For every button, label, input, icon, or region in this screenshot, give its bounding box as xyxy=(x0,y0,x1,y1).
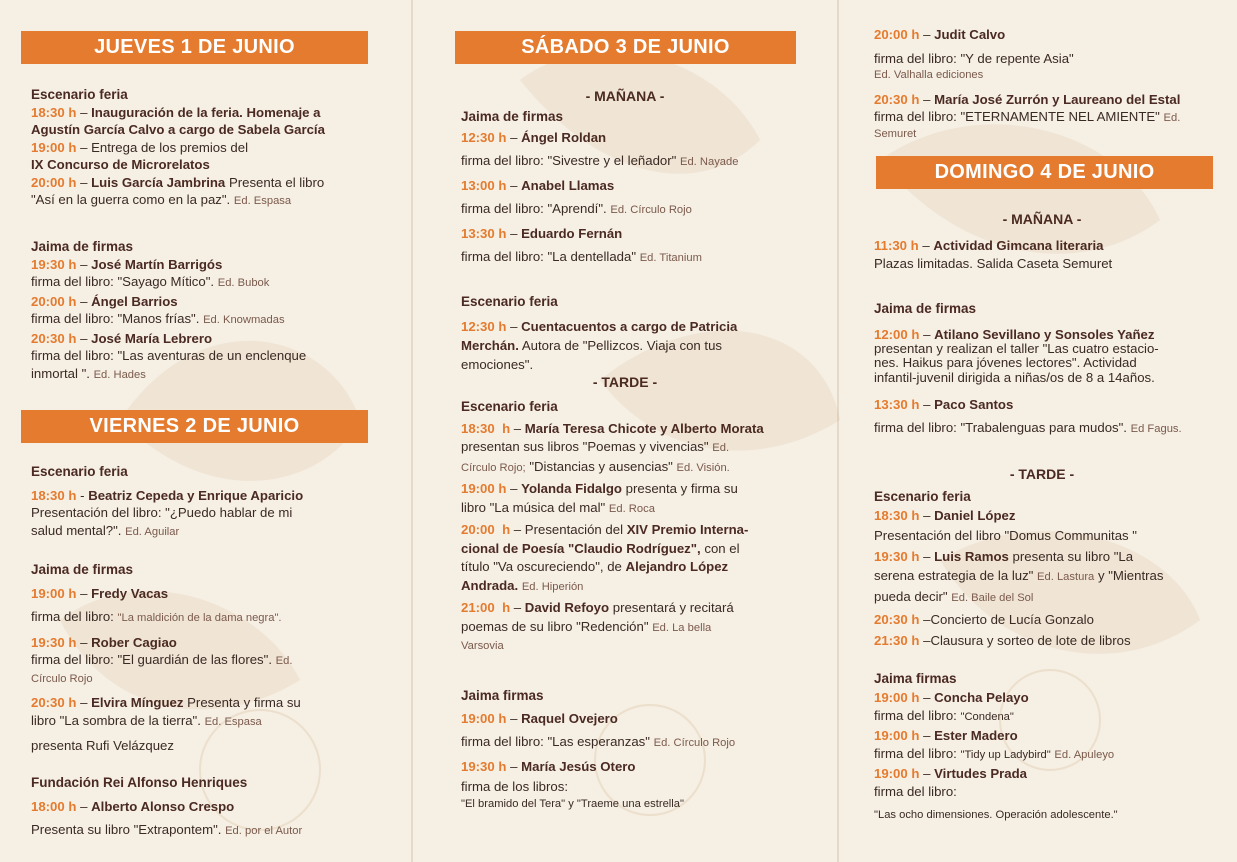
event-title: IX Concurso de Microrelatos xyxy=(31,157,210,172)
event-row: 20:00 h – Ángel Barrios xyxy=(31,293,178,309)
event-row: 21:00 h – David Refoyo presentará y recitará xyxy=(461,600,734,615)
event-row: 19:00 h – Ester Madero xyxy=(874,727,1018,743)
event-time: 18:00 h xyxy=(31,798,77,814)
publisher: Ed. Apuleyo xyxy=(1054,749,1115,761)
column-sunday xyxy=(839,0,1237,862)
book-title: firma del libro: "Trabalenguas para mudos". xyxy=(874,420,1127,435)
section-heading: Escenario feria xyxy=(874,489,971,504)
event-text: presenta y firma su xyxy=(625,481,738,496)
event-name: Virtudes Prada xyxy=(934,765,1027,781)
event-time: 12:00 h xyxy=(874,326,920,342)
event-row: 19:00 h – Fredy Vacas xyxy=(31,585,169,601)
event-row: 19:00 h – Virtudes Prada xyxy=(874,765,1027,781)
book-title: "El bramido del Tera" y "Traeme una estrella" xyxy=(461,798,684,810)
event-name: Atilano Sevillano y Sonsoles Yañez xyxy=(934,326,1155,342)
event-row: 12:30 h – Cuentacuentos a cargo de Patricia xyxy=(461,319,738,334)
event-book xyxy=(31,821,302,841)
event-name: Alberto Alonso Crespo xyxy=(91,798,235,814)
event-time: 19:00 h xyxy=(874,765,920,781)
event-time: 13:00 h xyxy=(461,178,507,193)
event-row: 20:30 h – José María Lebrero xyxy=(31,330,213,346)
book-title: "Distancias y ausencias" xyxy=(529,458,673,474)
event-name: José Martín Barrigós xyxy=(91,256,223,272)
section-heading: Fundación Rei Alfonso Henriques xyxy=(31,775,248,790)
section-heading: Escenario feria xyxy=(31,464,128,479)
book-title: y "Mientras xyxy=(1097,568,1164,583)
event-name: Paco Santos xyxy=(934,396,1014,412)
thursday-signings xyxy=(31,238,306,384)
saturday-evening-signings xyxy=(874,26,1180,141)
event-title: Agustín García Calvo a cargo de Sabela García xyxy=(31,122,325,137)
publisher: Ed. Aguilar xyxy=(125,525,180,538)
publisher: Ed. Baile del Sol xyxy=(951,592,1034,604)
event-name: David Refoyo xyxy=(524,600,610,615)
event-row: 19:30 h – José Martín Barrigós xyxy=(31,256,223,272)
event-name: María José Zurrón y Laureano del Estal xyxy=(934,91,1181,107)
event-title: Inauguración de la feria. Homenaje a xyxy=(91,104,321,120)
publisher: Ed. Círculo Rojo xyxy=(653,737,736,749)
event-time: 20:00 h xyxy=(874,27,920,42)
friday-signings xyxy=(31,561,301,755)
event-text: Presentación del libro "Domus Communitas " xyxy=(874,528,1137,543)
book-title: Presenta su libro "Extrapontem". xyxy=(31,822,222,837)
publisher: Ed. por el Autor xyxy=(225,825,303,837)
event-name: Merchán. xyxy=(461,338,519,353)
event-time-unit: h xyxy=(502,420,511,436)
event-name: María Jesús Otero xyxy=(521,759,636,774)
event-name: José María Lebrero xyxy=(91,330,213,346)
book-title: firma del libro: "Las esperanzas" xyxy=(461,734,650,749)
column-saturday xyxy=(413,0,837,862)
sunday-afternoon-signings xyxy=(874,670,1118,824)
publisher: Ed. xyxy=(1163,112,1181,124)
event-time: 12:30 h xyxy=(461,130,507,145)
day-banner-thursday: JUEVES 1 DE JUNIO xyxy=(21,31,368,64)
book-label: firma del libro: xyxy=(874,746,957,761)
section-heading: Escenario feria xyxy=(461,294,558,309)
event-time: 21:00 xyxy=(461,600,495,615)
event-row: 19:30 h – Luis Ramos presenta su libro "La xyxy=(874,549,1134,564)
event-text: Presenta y firma su xyxy=(187,695,301,710)
event-time: 18:30 h xyxy=(31,104,77,120)
event-time: 20:00 h xyxy=(31,293,77,309)
event-time: 19:00 h xyxy=(461,481,507,496)
event-time: 19:30 h xyxy=(31,634,77,650)
event-text: Plazas limitadas. Salida Caseta Semuret xyxy=(874,255,1113,271)
event-book xyxy=(461,499,764,519)
book-title: firma del libro: "ETERNAMENTE NEL AMIENTE" xyxy=(874,109,1160,124)
event-name: Ángel Roldan xyxy=(521,130,607,145)
event-book: firma del libro: xyxy=(874,784,957,799)
event-row xyxy=(874,631,1163,650)
section-heading: Jaima firmas xyxy=(874,671,957,686)
book-title: firma del libro: "La dentellada" xyxy=(461,249,637,264)
event-name: Luis Ramos xyxy=(934,549,1009,564)
friday-foundation xyxy=(31,774,302,841)
event-text: –Concierto de Lucía Gonzalo xyxy=(923,612,1094,627)
publisher: Ed. Knowmadas xyxy=(203,314,285,326)
event-text: –Clausura y sorteo de lote de libros xyxy=(923,633,1131,648)
event-row: 19:30 h – Rober Cagiao xyxy=(31,634,177,650)
section-heading: Jaima firmas xyxy=(461,688,544,703)
event-book xyxy=(31,522,303,542)
event-book xyxy=(31,712,301,732)
event-row: 20:00 h – Judit Calvo xyxy=(874,27,1006,42)
event-time: 19:00 h xyxy=(874,689,920,705)
book-title: "Tidy up Ladybird" xyxy=(960,749,1051,761)
day-banner-saturday: SÁBADO 3 DE JUNIO xyxy=(455,31,796,64)
event-book xyxy=(31,310,306,330)
book-title: "Así en la guerra como en la paz". xyxy=(31,192,231,207)
book-label: firma del libro: xyxy=(874,708,957,723)
event-row: 11:30 h – Actividad Gimcana literaria xyxy=(874,238,1104,253)
event-book xyxy=(31,273,306,293)
event-text: con el xyxy=(704,540,740,556)
event-time: 20:30 h xyxy=(31,330,77,346)
event-book xyxy=(31,191,325,211)
event-name: Ángel Barrios xyxy=(91,293,178,309)
event-book xyxy=(461,245,738,270)
event-book xyxy=(461,730,735,755)
event-row: 13:30 h – Eduardo Fernán xyxy=(461,226,623,241)
event-time: 13:30 h xyxy=(874,396,920,412)
book-title: salud mental?". xyxy=(31,522,122,538)
event-time: 13:30 h xyxy=(461,226,507,241)
event-text xyxy=(874,587,1163,608)
saturday-morning-stage xyxy=(461,292,737,374)
publisher: Ed. Círculo Rojo xyxy=(610,204,692,216)
event-time: 12:30 h xyxy=(461,319,507,334)
event-text: presentan y realizan el taller "Las cuatro estacio- xyxy=(874,340,1159,356)
publisher: Ed Fagus. xyxy=(1130,423,1182,435)
event-text: Autora de "Pellizcos. Viaja con tus xyxy=(521,338,723,353)
thursday-schedule xyxy=(31,86,325,211)
publisher: Ed. Espasa xyxy=(233,195,292,207)
event-row: 20:30 h – Elvira Mínguez Presenta y firma su xyxy=(31,695,301,710)
event-row: 20:30 h – María José Zurrón y Laureano del Estal xyxy=(874,91,1181,107)
event-row xyxy=(461,540,764,559)
event-row: 12:00 h – Atilano Sevillano y Sonsoles Yañez xyxy=(874,326,1155,342)
event-name: Yolanda Fidalgo xyxy=(521,481,622,496)
friday-stage xyxy=(31,463,303,541)
event-row: 18:00 h – Alberto Alonso Crespo xyxy=(31,798,235,814)
book-title: poemas de su libro "Redención" xyxy=(461,618,649,634)
saturday-afternoon-stage xyxy=(461,398,764,656)
event-text: Presenta el libro xyxy=(228,174,325,190)
event-text: infantil-juvenil dirigida a niñas/os de 8 a 14años. xyxy=(874,369,1155,385)
event-name: María Teresa Chicote y Alberto Morata xyxy=(524,420,764,436)
event-row: 19:00 h – Entrega de los premios del xyxy=(31,139,248,155)
event-name: Concha Pelayo xyxy=(934,689,1029,705)
event-text: Presentación del xyxy=(524,522,624,537)
event-name: cional de Poesía "Claudio Rodríguez", xyxy=(461,540,701,556)
book-title: presentan sus libros "Poemas y vivencias" xyxy=(461,439,709,454)
event-name: Judit Calvo xyxy=(934,27,1006,42)
event-row: 18:30 h - Beatriz Cepeda y Enrique Aparicio xyxy=(31,487,304,503)
publisher: Ed. La bella xyxy=(652,621,712,634)
event-name: XIV Premio Interna- xyxy=(626,522,749,537)
event-book xyxy=(874,419,1182,439)
event-row xyxy=(461,336,737,355)
book-title: firma del libro: "Manos frías". xyxy=(31,311,200,326)
event-row: 19:00 h – Concha Pelayo xyxy=(874,689,1029,705)
event-book xyxy=(461,149,738,174)
event-name: Eduardo Fernán xyxy=(521,226,623,241)
book-title: firma del libro: "El guardián de las flores". xyxy=(31,652,272,667)
publisher: Ed. Roca xyxy=(608,502,655,515)
day-banner-sunday: DOMINGO 4 DE JUNIO xyxy=(876,156,1213,189)
morning-heading: - MAÑANA - xyxy=(1002,211,1082,227)
event-row: 20:00 h – Luis García Jambrina Presenta el libro xyxy=(31,174,325,190)
afternoon-heading: - TARDE - xyxy=(592,374,658,390)
publisher: Ed. Bubok xyxy=(217,277,270,289)
publisher: Ed. xyxy=(275,655,293,667)
publisher: Ed. Titanium xyxy=(639,252,702,264)
event-name: Raquel Ovejero xyxy=(521,711,618,726)
event-book xyxy=(461,197,738,222)
event-time: 11:30 h xyxy=(874,238,919,253)
event-row: 13:00 h – Anabel Llamas xyxy=(461,178,615,193)
event-text: presenta Rufi Velázquez xyxy=(31,738,174,753)
publisher: Círculo Rojo xyxy=(31,672,93,685)
event-time: 18:30 xyxy=(461,420,495,436)
event-text: emociones". xyxy=(461,357,534,372)
sunday-morning-activity xyxy=(874,237,1112,272)
event-text: nes. Haikus para jóvenes lectores". Actividad xyxy=(874,354,1137,370)
event-book xyxy=(31,365,306,385)
event-time-unit: h xyxy=(502,600,511,615)
book-title: pueda decir" xyxy=(874,589,948,604)
event-row: 12:30 h – Ángel Roldan xyxy=(461,130,607,145)
event-row: 18:30 h – Daniel López xyxy=(874,508,1016,523)
event-name: Andrada. xyxy=(461,577,519,593)
publisher: Ed. xyxy=(712,442,730,454)
day-banner-friday: VIERNES 2 DE JUNIO xyxy=(21,410,368,443)
event-row: 19:00 h – Raquel Ovejero xyxy=(461,711,618,726)
section-heading: Jaima de firmas xyxy=(461,109,564,124)
event-time: 20:30 h xyxy=(31,695,77,710)
book-title: inmortal ". xyxy=(31,365,90,381)
event-name: Actividad Gimcana literaria xyxy=(933,238,1104,253)
book-title: firma del libro: "Sayago Mítico". xyxy=(31,274,215,289)
event-text xyxy=(461,458,764,478)
event-book: firma del libro: "Y de repente Asia" xyxy=(874,50,1074,66)
morning-heading: - MAÑANA - xyxy=(585,88,665,104)
book-title: "Las ocho dimensiones. Operación adolescente." xyxy=(874,808,1118,821)
event-name: Elvira Mínguez xyxy=(91,695,184,710)
event-book: firma de los libros: xyxy=(461,779,569,794)
event-row: 20:00 h – Presentación del XIV Premio Interna- xyxy=(461,522,749,537)
book-title: firma del libro: "Sivestre y el leñador" xyxy=(461,153,677,168)
event-time: 20:30 h xyxy=(874,91,920,107)
event-row: 18:30 h – Inauguración de la feria. Homenaje a xyxy=(31,104,321,120)
saturday-afternoon-signings xyxy=(461,684,735,812)
publisher: Ed. Espasa xyxy=(204,715,262,728)
event-time: 20:00 xyxy=(461,522,495,537)
section-heading: Jaima de firmas xyxy=(31,239,134,254)
event-name: Fredy Vacas xyxy=(91,585,169,601)
event-row xyxy=(461,558,764,577)
event-text: presenta su libro "La xyxy=(1012,549,1134,564)
event-time: 21:30 h xyxy=(874,633,920,648)
event-time: 19:30 h xyxy=(874,549,920,564)
event-time: 18:30 h xyxy=(31,487,77,503)
event-time-unit: h xyxy=(502,522,511,537)
publisher: Semuret xyxy=(874,127,917,140)
event-name: Ester Madero xyxy=(934,727,1018,743)
book-title: firma del libro: "Aprendí". xyxy=(461,201,607,216)
sunday-afternoon-stage xyxy=(874,487,1163,650)
event-row: 19:00 h – Yolanda Fidalgo presenta y firma su xyxy=(461,481,738,496)
event-time: 19:30 h xyxy=(461,759,507,774)
publisher: Ed. Hades xyxy=(93,368,146,381)
event-time: 19:00 h xyxy=(461,711,507,726)
event-book xyxy=(874,108,1180,128)
event-row: 19:30 h – María Jesús Otero xyxy=(461,759,636,774)
event-time: 19:00 h xyxy=(31,585,77,601)
event-name: Luis García Jambrina xyxy=(91,174,226,190)
publisher: Ed. Nayade xyxy=(680,156,739,168)
event-book xyxy=(31,608,301,628)
section-heading: Escenario feria xyxy=(461,399,558,414)
event-time: 20:00 h xyxy=(31,174,77,190)
saturday-morning-signings xyxy=(461,108,738,270)
publisher: Ed. Lastura xyxy=(1037,571,1095,583)
column-thursday-friday xyxy=(0,0,411,862)
event-text xyxy=(874,566,1163,587)
section-heading: Jaima de firmas xyxy=(31,562,134,577)
book-title: "Condena" xyxy=(960,711,1014,723)
sunday-morning-signings xyxy=(874,300,1182,439)
publisher: Círculo Rojo; xyxy=(461,461,526,474)
event-name: Rober Cagiao xyxy=(91,634,177,650)
event-text: título "Va oscureciendo", de xyxy=(461,559,622,574)
book-title: "La maldición de la dama negra". xyxy=(117,612,282,624)
event-book: firma del libro: "Las aventuras de un enclenque xyxy=(31,348,307,363)
book-title: serena estrategia de la luz" xyxy=(874,568,1034,583)
event-row xyxy=(874,610,1163,629)
book-label: firma del libro: xyxy=(31,609,114,624)
event-name: Anabel Llamas xyxy=(521,178,615,193)
event-book xyxy=(461,618,764,638)
event-text: presentará y recitará xyxy=(612,600,734,615)
event-row: 18:30 h – María Teresa Chicote y Alberto Morata xyxy=(461,420,764,436)
event-time: 19:00 h xyxy=(31,139,77,155)
event-time: 18:30 h xyxy=(874,508,920,523)
event-name: Beatriz Cepeda y Enrique Aparicio xyxy=(88,487,304,503)
event-row: 13:30 h – Paco Santos xyxy=(874,396,1014,412)
event-time: 20:30 h xyxy=(874,612,920,627)
section-heading: Escenario feria xyxy=(31,87,128,102)
event-text xyxy=(461,438,764,458)
event-book xyxy=(31,651,301,671)
book-title: libro "La música del mal" xyxy=(461,499,606,515)
event-name: Daniel López xyxy=(934,508,1016,523)
event-name: Cuentacuentos a cargo de Patricia xyxy=(521,319,738,334)
event-book xyxy=(874,745,1118,765)
section-heading: Jaima de firmas xyxy=(874,301,977,316)
afternoon-heading: - TARDE - xyxy=(1009,466,1075,482)
event-text: Entrega de los premios del xyxy=(91,139,248,155)
publisher: Ed. Visión. xyxy=(676,461,730,474)
publisher: Ed. Hiperión xyxy=(521,580,584,593)
book-title: libro "La sombra de la tierra". xyxy=(31,712,201,728)
event-name: Alejandro López xyxy=(625,559,729,574)
event-text: Presentación del libro: "¿Puedo hablar de mi xyxy=(31,505,293,520)
event-row xyxy=(461,577,764,597)
event-book xyxy=(874,707,1118,727)
publisher: Varsovia xyxy=(461,640,504,652)
event-time: 19:30 h xyxy=(31,256,77,272)
publisher: Ed. Valhalla ediciones xyxy=(874,69,984,81)
event-time: 19:00 h xyxy=(874,727,920,743)
